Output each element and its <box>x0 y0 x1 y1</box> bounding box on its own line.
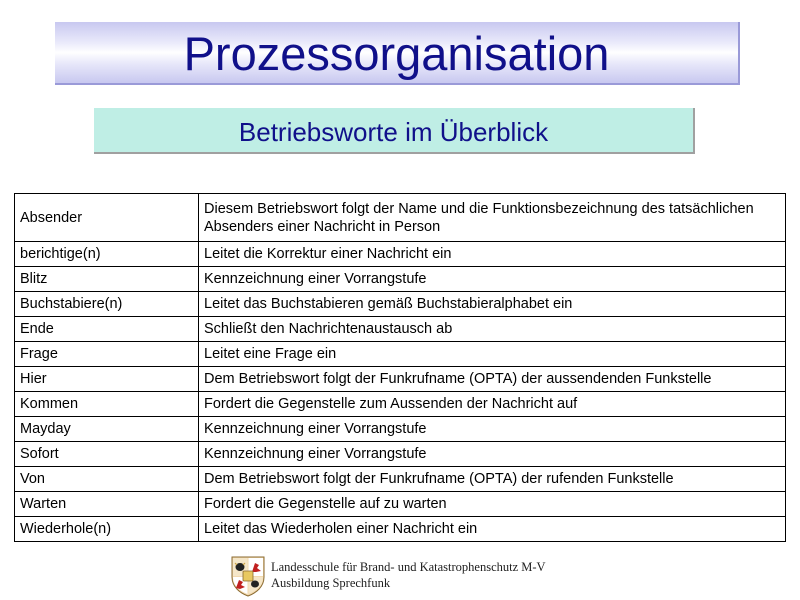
description-cell: Dem Betriebswort folgt der Funkrufname (OPTA) der rufenden Funkstelle <box>199 467 786 492</box>
term-cell: Wiederhole(n) <box>15 517 199 542</box>
description-cell: Fordert die Gegenstelle zum Aussenden der Nachricht auf <box>199 392 786 417</box>
term-cell: Buchstabiere(n) <box>15 292 199 317</box>
description-cell: Leitet eine Frage ein <box>199 342 786 367</box>
term-cell: Von <box>15 467 199 492</box>
page-subtitle: Betriebsworte im Überblick <box>238 117 549 147</box>
table-row <box>15 417 786 442</box>
term-cell: Warten <box>15 492 199 517</box>
table-row <box>15 242 786 267</box>
description-cell: Fordert die Gegenstelle auf zu warten <box>199 492 786 517</box>
term-cell: Kommen <box>15 392 199 417</box>
footer-course: Ausbildung Sprechfunk <box>271 576 391 590</box>
term-cell: Frage <box>15 342 199 367</box>
table-row <box>15 292 786 317</box>
state-crest-icon <box>230 555 266 597</box>
subtitle-banner <box>94 108 695 154</box>
page-title: Prozessorganisation <box>183 27 610 80</box>
term-cell: Blitz <box>15 267 199 292</box>
table-row <box>15 194 786 242</box>
term-cell: Mayday <box>15 417 199 442</box>
description-cell: Schließt den Nachrichtenaustausch ab <box>199 317 786 342</box>
description-cell: Leitet das Wiederholen einer Nachricht ein <box>199 517 786 542</box>
table-row <box>15 467 786 492</box>
term-cell: berichtige(n) <box>15 242 199 267</box>
term-cell: Absender <box>15 194 199 242</box>
table-row <box>15 367 786 392</box>
description-cell: Dem Betriebswort folgt der Funkrufname (OPTA) der aussendenden Funkstelle <box>199 367 786 392</box>
description-cell: Kennzeichnung einer Vorrangstufe <box>199 267 786 292</box>
term-cell: Sofort <box>15 442 199 467</box>
table-row <box>15 317 786 342</box>
table-row <box>15 517 786 542</box>
term-cell: Hier <box>15 367 199 392</box>
description-cell: Leitet das Buchstabieren gemäß Buchstabieralphabet ein <box>199 292 786 317</box>
table-row <box>15 392 786 417</box>
table-row <box>15 492 786 517</box>
table-row <box>15 342 786 367</box>
description-cell: Leitet die Korrektur einer Nachricht ein <box>199 242 786 267</box>
description-cell: Diesem Betriebswort folgt der Name und die Funktionsbezeichnung des tatsächlichen Absenders einer Nachricht in Person <box>199 194 786 242</box>
description-cell: Kennzeichnung einer Vorrangstufe <box>199 417 786 442</box>
description-cell: Kennzeichnung einer Vorrangstufe <box>199 442 786 467</box>
footer-text <box>271 559 546 591</box>
term-cell: Ende <box>15 317 199 342</box>
footer-institution: Landesschule für Brand- und Katastrophenschutz M-V <box>271 560 546 574</box>
title-banner <box>55 22 740 85</box>
table-row <box>15 442 786 467</box>
betriebsworte-table <box>14 193 785 542</box>
table-row <box>15 267 786 292</box>
